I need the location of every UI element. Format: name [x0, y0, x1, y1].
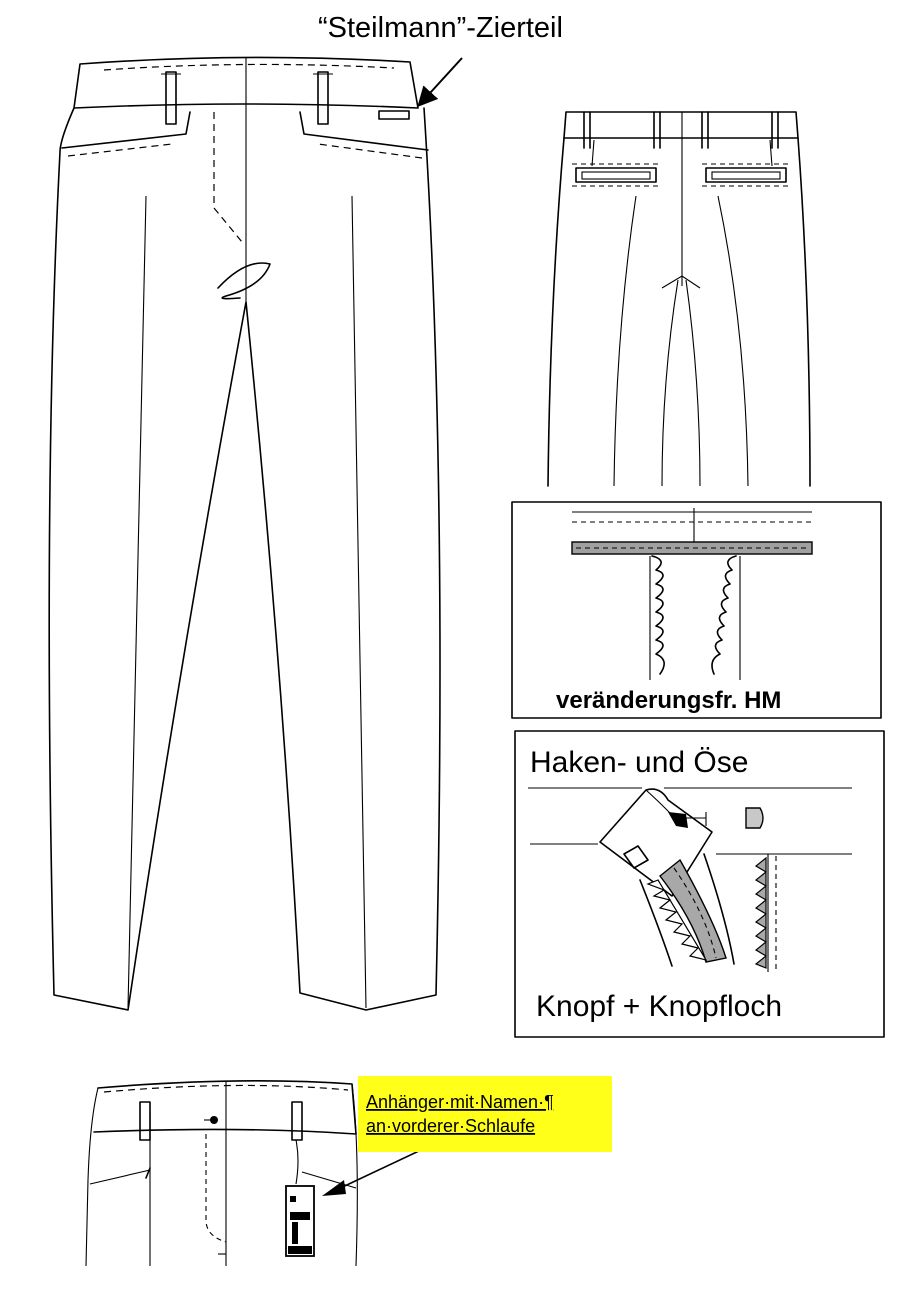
back-trouser-view: [548, 112, 810, 486]
decor-part-label: “Steilmann”-Zierteil: [318, 12, 563, 44]
zipper-icon: [218, 263, 270, 299]
hang-tag-icon: [286, 1140, 314, 1256]
eye-icon: [746, 808, 763, 828]
closure-detail-box: [515, 731, 884, 1037]
buttonhole-icon: [624, 846, 648, 868]
button-icon: [210, 1116, 218, 1124]
tag-note-line1: Anhänger·mit·Namen·¶: [366, 1092, 554, 1112]
decor-plate: [379, 111, 409, 119]
arrow-icon: [420, 58, 462, 104]
tag-note-highlight: [358, 1076, 612, 1152]
front-waistband-closeup: [86, 1076, 612, 1266]
tag-note-line2: an·vorderer·Schlaufe: [366, 1116, 536, 1136]
hook-icon: [668, 812, 688, 828]
hook-eye-title: Haken- und Öse: [530, 746, 749, 779]
hem-label: veränderungsfr. HM: [556, 687, 782, 714]
button-caption: Knopf + Knopfloch: [536, 990, 783, 1023]
front-trouser-view: [49, 57, 440, 1010]
hem-detail-box: [512, 502, 881, 718]
